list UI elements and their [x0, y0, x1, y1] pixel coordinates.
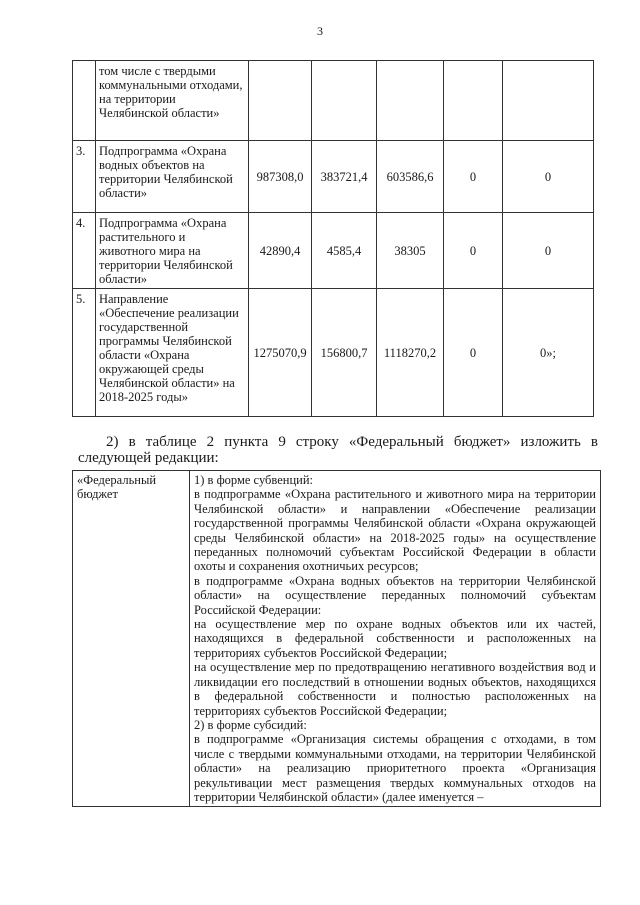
table-row [73, 289, 594, 417]
table-row [73, 61, 594, 141]
content-line: на осуществление мер по предотвращению негативного воздействия вод и ликвидации его последствий в отношении водных объектов, находящихся в федеральной собственности и полностью расположенных на территориях субъектов Российской Федерации; [194, 660, 596, 718]
federal-budget-label: «Федеральный бюджет [73, 471, 190, 807]
content-line: на осуществление мер по охране водных объектов или их частей, находящихся в федеральной собственности и расположенных на территориях субъектов Российской Федерации; [194, 617, 596, 660]
content-line: в подпрограмме «Организация системы обращения с отходами, в том числе с твердыми коммунальными отходами, на территории Челябинской области» на реализацию приоритетного проекта «Организация рекультивации мест размещения твердых коммунальных отходов на территории Челябинской области» (далее именуется – [194, 732, 596, 804]
value-other: 0 [503, 213, 594, 289]
value-regional: 1118270,2 [377, 289, 444, 417]
table-row [73, 141, 594, 213]
value-regional: 603586,6 [377, 141, 444, 213]
value-other: 0»; [503, 289, 594, 417]
row-number [73, 61, 96, 141]
value-federal: 4585,4 [312, 213, 377, 289]
row-name: Направление «Обеспечение реализации государственной программы Челябинской области «Охрана окружающей среды Челябинской области» на 2018-2025 годы» [96, 289, 249, 417]
value-total [249, 61, 312, 141]
row-name: Подпрограмма «Охрана растительного и животного мира на территории Челябинской области» [96, 213, 249, 289]
row-name: том числе с твердыми коммунальными отходами, на территории Челябинской области» [96, 61, 249, 141]
row-number: 4. [73, 213, 96, 289]
row-name: Подпрограмма «Охрана водных объектов на территории Челябинской области» [96, 141, 249, 213]
content-line: 1) в форме субвенций: [194, 473, 313, 487]
row-number: 3. [73, 141, 96, 213]
content-line: в подпрограмме «Охрана водных объектов на территории Челябинской области» на осуществление переданных полномочий субъектам Российской Федерации: [194, 573, 596, 617]
content-line: в подпрограмме «Охрана растительного и животного мира на территории Челябинской области» и направлении «Обеспечение реализации государственной программы Челябинской области «Охрана окружающей среды Челябинской области» на 2018-2025 годы» на осуществление переданных полномочий субъектам Российской Федерации в области охоты и сохранения охотничьих ресурсов; [194, 487, 596, 574]
table-row [73, 213, 594, 289]
value-federal: 156800,7 [312, 289, 377, 417]
value-total: 42890,4 [249, 213, 312, 289]
value-local: 0 [444, 289, 503, 417]
budget-table [72, 60, 594, 417]
value-other: 0 [503, 141, 594, 213]
value-local: 0 [444, 213, 503, 289]
content-line: 2) в форме субсидий: [194, 717, 307, 732]
page-number: 3 [317, 24, 323, 38]
value-regional: 38305 [377, 213, 444, 289]
value-other [503, 61, 594, 141]
federal-budget-content [190, 471, 601, 807]
amendment-paragraph: 2) в таблице 2 пункта 9 строку «Федеральный бюджет» изложить в следующей редакции: [78, 434, 598, 466]
federal-budget-row [73, 471, 601, 807]
federal-budget-table [72, 470, 601, 807]
value-regional [377, 61, 444, 141]
value-total: 987308,0 [249, 141, 312, 213]
value-federal [312, 61, 377, 141]
value-local: 0 [444, 141, 503, 213]
value-total: 1275070,9 [249, 289, 312, 417]
value-federal: 383721,4 [312, 141, 377, 213]
value-local [444, 61, 503, 141]
row-number: 5. [73, 289, 96, 417]
